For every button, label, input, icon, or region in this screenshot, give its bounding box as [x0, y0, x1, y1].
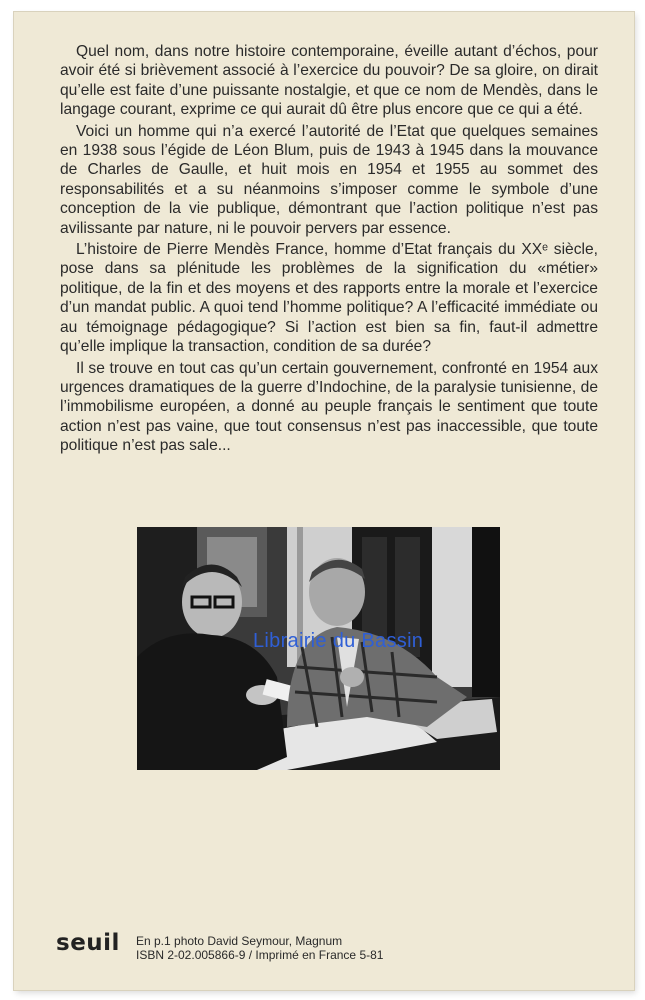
blurb-paragraph-3: L’histoire de Pierre Mendès France, homme d’Etat français du XXᵉ siècle, pose dans sa plénitude les problèmes de la signification du «métier» politique, de la fin et des moyens et des rapports entre la morale et l’exercice d’un mandat public. A quoi tend l’homme politique? A l’efficacité immédiate ou au témoignage pédagogique? Si l’action est bien sa fin, faut-il admettre qu’elle implique la transaction, condition de sa durée? [60, 241, 598, 356]
publisher-logo: seuil [56, 930, 120, 956]
back-cover-blurb [60, 42, 598, 458]
photo-credit-line: En p.1 photo David Seymour, Magnum [136, 934, 343, 948]
blurb-paragraph-1: Quel nom, dans notre histoire contemporaine, éveille autant d’échos, pour avoir été si brièvement associé à l’exercice du pouvoir? De sa gloire, on dirait qu’elle est faite d’une puissante nostalgie, et que ce nom de Mendès, dans le langage courant, exprime ce qui aurait dû être plus encore que ce qui a été. [60, 43, 598, 119]
publication-credits [136, 934, 383, 962]
watermark-text: Librairie du Bassin [253, 630, 424, 652]
isbn-line: ISBN 2-02.005866-9 / Imprimé en France 5-81 [136, 948, 384, 962]
blurb-paragraph-2: Voici un homme qui n’a exercé l’autorité de l’Etat que quelques semaines en 1938 sous l’égide de Léon Blum, puis de 1943 à 1945 dans la mouvance de Charles de Gaulle, et huit mois en 1954 et 1955 au sommet des responsabilités et a su néanmoins s’imposer comme le symbole d’une conception de la vie publique, démontrant que l’action politique n’est pas avilissante par nature, ni le pouvoir pervers par essence. [60, 122, 598, 237]
blurb-paragraph-4: Il se trouve en tout cas qu’un certain gouvernement, confronté en 1954 aux urgences dramatiques de la guerre d’Indochine, de la paralysie tunisienne, de l’immobilisme européen, a donné au peuple français le sentiment que toute action n’est pas vaine, que tout consensus n’est pas inaccessible, que toute politique n’est pas sale... [60, 359, 598, 455]
